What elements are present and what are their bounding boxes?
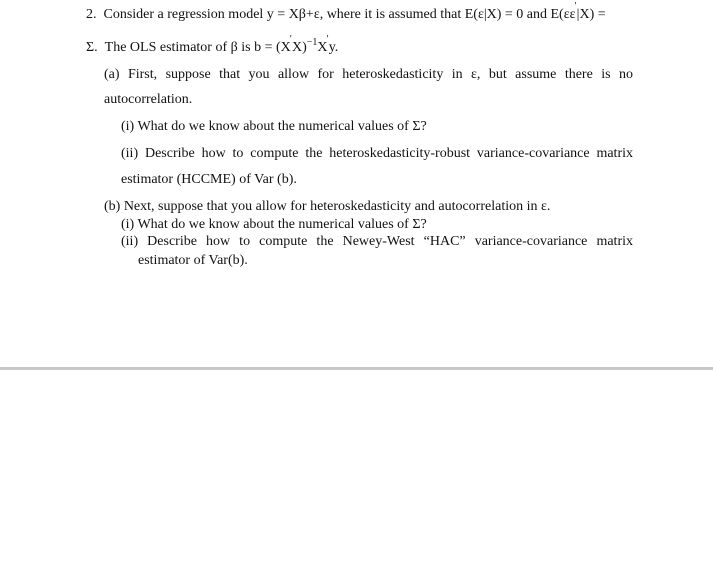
prime-mark: ′ [574,1,577,12]
part-b-line-1: (b) Next, suppose that you allow for heteroskedasticity and autocorrelation in ε. [104,199,551,214]
inverse-exponent: −1 [306,37,318,48]
question-intro-text: Consider a regression model y = Xβ+ε, where it is assumed that E(ε|X) = 0 and E(εε [103,7,576,22]
question-number: 2. [86,7,97,22]
prime-mark: ′ [326,34,329,45]
question-intro-line [86,1,606,25]
page-divider [0,367,713,370]
ols-text: The OLS estimator of β is b = (X [104,40,291,55]
part-b-item-ii-line-2: estimator of Var(b). [138,253,248,268]
ols-mid: X) [291,40,307,55]
part-a-line-2: autocorrelation. [104,92,193,107]
part-a-line-1: (a) First, suppose that you allow for heteroskedasticity in ε, but assume there is no [104,67,633,82]
part-b-item-ii-line-1: (ii) Describe how to compute the Newey-West “HAC” variance-covariance matrix [121,234,633,249]
part-a-item-ii-line-1: (ii) Describe how to compute the heteroskedasticity-robust variance-covariance matrix [121,146,633,161]
ols-end: y. [328,40,339,55]
part-a-item-ii-line-2: estimator (HCCME) of Var (b). [121,172,297,187]
ols-x: X [317,40,328,55]
prime-mark: ′ [289,34,292,45]
sigma-symbol: Σ. [86,40,98,55]
question-intro-tail: |X) = [576,7,606,22]
ols-estimator-line [86,34,339,58]
part-b-item-i: (i) What do we know about the numerical values of Σ? [121,217,427,232]
part-a-item-i: (i) What do we know about the numerical values of Σ? [121,119,427,134]
